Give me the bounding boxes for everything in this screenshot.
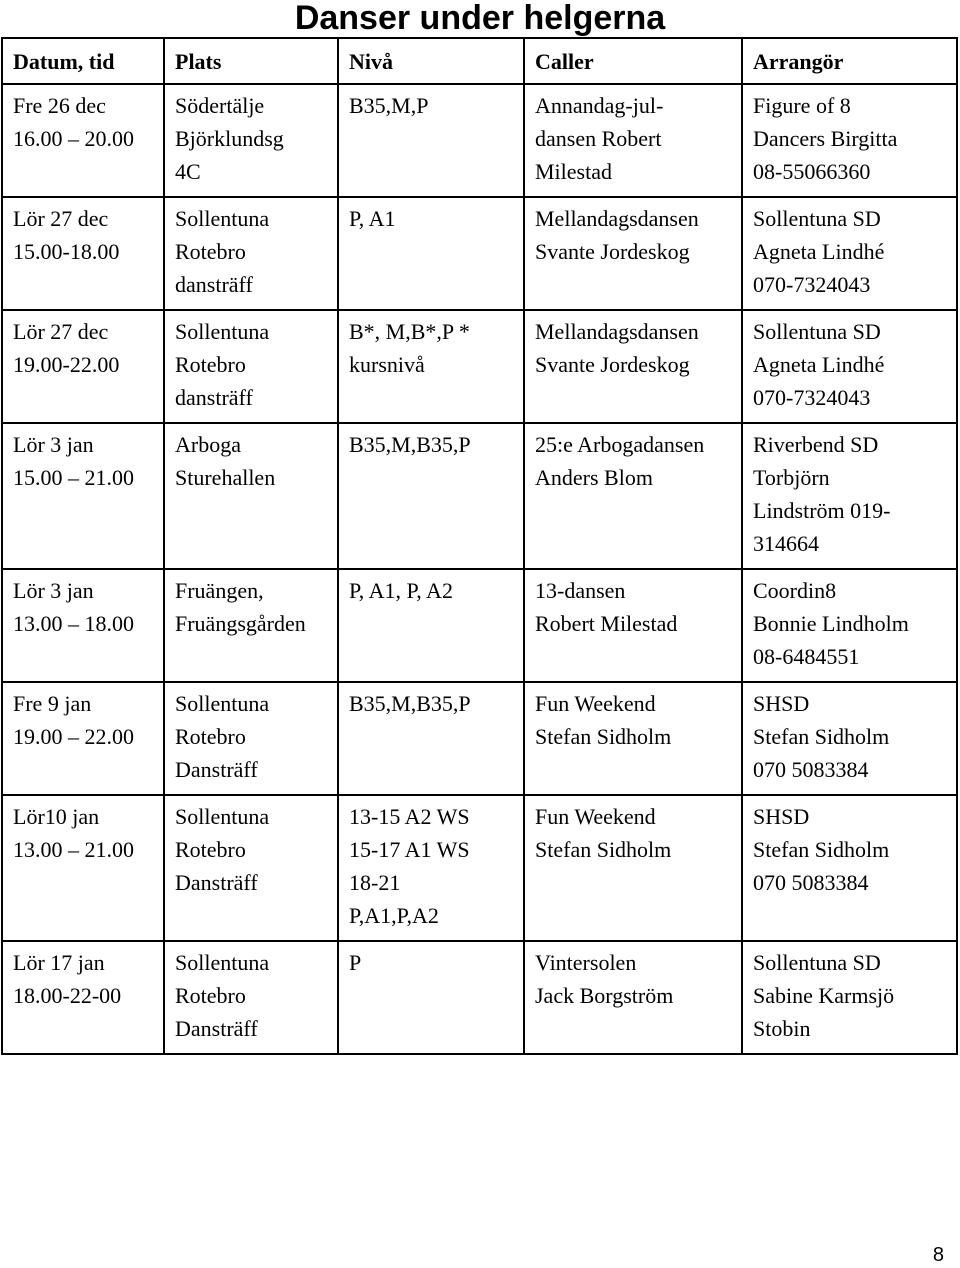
cell-organizer: Coordin8 Bonnie Lindholm 08-6484551: [742, 569, 957, 682]
cell-caller: Mellandagsdansen Svante Jordeskog: [524, 310, 742, 423]
cell-place: Sollentuna Rotebro Dansträff: [164, 941, 338, 1054]
cell-place: Sollentuna Rotebro dansträff: [164, 310, 338, 423]
cell-level: B35,M,B35,P: [338, 423, 524, 569]
cell-date-time: Lör 17 jan 18.00-22-00: [2, 941, 164, 1054]
table-row: [2, 795, 957, 941]
table-row: [2, 569, 957, 682]
cell-place: Sollentuna Rotebro dansträff: [164, 197, 338, 310]
cell-date-time: Lör 3 jan 15.00 – 21.00: [2, 423, 164, 569]
cell-organizer: Sollentuna SD Sabine Karmsjö Stobin: [742, 941, 957, 1054]
table-header-row: [2, 38, 957, 84]
cell-caller: Fun Weekend Stefan Sidholm: [524, 682, 742, 795]
cell-organizer: SHSD Stefan Sidholm 070 5083384: [742, 795, 957, 941]
cell-organizer: Sollentuna SD Agneta Lindhé 070-7324043: [742, 197, 957, 310]
table-row: [2, 310, 957, 423]
header-place: Plats: [164, 38, 338, 84]
cell-caller: 13-dansen Robert Milestad: [524, 569, 742, 682]
cell-level: B*, M,B*,P * kursnivå: [338, 310, 524, 423]
table-row: [2, 682, 957, 795]
cell-organizer: SHSD Stefan Sidholm 070 5083384: [742, 682, 957, 795]
dance-schedule-table: [1, 37, 958, 1055]
cell-organizer: Riverbend SD Torbjörn Lindström 019- 314664: [742, 423, 957, 569]
cell-organizer: Sollentuna SD Agneta Lindhé 070-7324043: [742, 310, 957, 423]
cell-level: 13-15 A2 WS 15-17 A1 WS 18-21 P,A1,P,A2: [338, 795, 524, 941]
cell-place: Arboga Sturehallen: [164, 423, 338, 569]
cell-date-time: Lör 3 jan 13.00 – 18.00: [2, 569, 164, 682]
cell-date-time: Lör 27 dec 19.00-22.00: [2, 310, 164, 423]
cell-level: B35,M,P: [338, 84, 524, 197]
cell-level: P: [338, 941, 524, 1054]
cell-date-time: Lör 27 dec 15.00-18.00: [2, 197, 164, 310]
table-row: [2, 423, 957, 569]
table-row: [2, 941, 957, 1054]
cell-caller: Vintersolen Jack Borgström: [524, 941, 742, 1054]
cell-caller: Annandag-jul- dansen Robert Milestad: [524, 84, 742, 197]
header-date-time: Datum, tid: [2, 38, 164, 84]
header-organizer: Arrangör: [742, 38, 957, 84]
cell-place: Sollentuna Rotebro Dansträff: [164, 795, 338, 941]
header-caller: Caller: [524, 38, 742, 84]
page-number: 8: [932, 1244, 944, 1266]
cell-level: B35,M,B35,P: [338, 682, 524, 795]
page-title: Danser under helgerna: [294, 0, 666, 37]
cell-place: Fruängen, Fruängsgården: [164, 569, 338, 682]
cell-caller: 25:e Arbogadansen Anders Blom: [524, 423, 742, 569]
cell-caller: Mellandagsdansen Svante Jordeskog: [524, 197, 742, 310]
cell-date-time: Fre 26 dec 16.00 – 20.00: [2, 84, 164, 197]
cell-date-time: Fre 9 jan 19.00 – 22.00: [2, 682, 164, 795]
cell-level: P, A1, P, A2: [338, 569, 524, 682]
cell-organizer: Figure of 8 Dancers Birgitta 08-55066360: [742, 84, 957, 197]
cell-place: Södertälje Björklundsg 4C: [164, 84, 338, 197]
cell-level: P, A1: [338, 197, 524, 310]
cell-place: Sollentuna Rotebro Dansträff: [164, 682, 338, 795]
table-row: [2, 84, 957, 197]
cell-date-time: Lör10 jan 13.00 – 21.00: [2, 795, 164, 941]
cell-caller: Fun Weekend Stefan Sidholm: [524, 795, 742, 941]
header-level: Nivå: [338, 38, 524, 84]
table-row: [2, 197, 957, 310]
